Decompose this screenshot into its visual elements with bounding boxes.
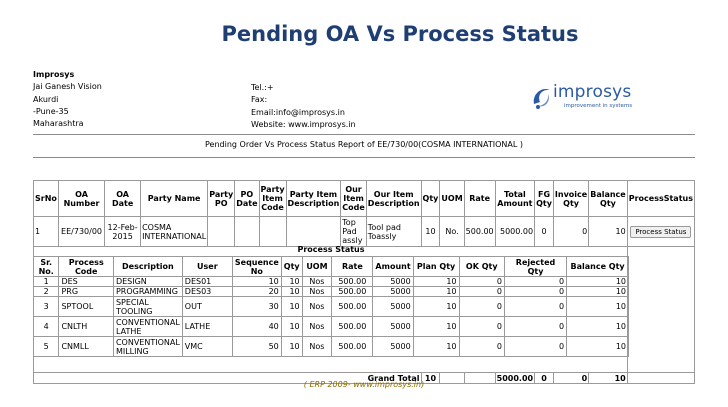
ps-cell: 20 xyxy=(232,287,281,297)
ps-cell: DES01 xyxy=(182,277,232,287)
logo-wordmark: improsys xyxy=(553,82,632,102)
ps-col-header: Rejected Qty xyxy=(504,257,566,277)
col-header: Party Name xyxy=(141,181,208,217)
col-header: Rate xyxy=(464,181,495,217)
divider xyxy=(33,134,695,135)
ps-cell: 5 xyxy=(34,337,59,357)
ps-col-header: Rate xyxy=(332,257,373,277)
col-header: Total Amount xyxy=(495,181,534,217)
grand-total-balance: 10 xyxy=(589,373,628,384)
company-logo xyxy=(530,84,640,114)
ps-cell: 40 xyxy=(232,317,281,337)
ps-cell: 500.00 xyxy=(332,297,373,317)
cell-party-po xyxy=(208,217,235,247)
col-header: Our Item Code xyxy=(341,181,367,217)
process-status-button[interactable]: Process Status xyxy=(630,226,691,238)
ps-cell: 0 xyxy=(459,337,504,357)
grand-total-amount: 5000.00 xyxy=(496,373,534,383)
cell-process-status xyxy=(627,217,694,247)
company-contact xyxy=(251,82,356,131)
ps-cell: 0 xyxy=(504,317,566,337)
ps-cell: CONVENTIONAL MILLING xyxy=(113,337,182,357)
cell-our-item-desc: Tool pad Toassly xyxy=(366,217,421,247)
footer-link[interactable]: ( ERP 2009- www.improsys.in) xyxy=(303,380,425,389)
ps-cell: 5000 xyxy=(373,317,413,337)
ps-col-header: UOM xyxy=(302,257,332,277)
grand-total-qty: 10 xyxy=(421,373,440,384)
col-header: ProcessStatus xyxy=(627,181,694,217)
divider xyxy=(33,157,695,158)
email-line: Email:info@improsys.in xyxy=(251,107,345,117)
ps-cell: 10 xyxy=(413,287,459,297)
address-line: Maharashtra xyxy=(33,119,84,129)
grand-total-invoice: 0 xyxy=(553,373,588,384)
cell-balance-qty: 10 xyxy=(589,217,628,247)
cell-uom: No. xyxy=(440,217,464,247)
ps-cell: 10 xyxy=(281,277,302,287)
table-row xyxy=(34,297,629,317)
ps-cell: 500.00 xyxy=(332,287,373,297)
table-row xyxy=(34,277,629,287)
col-header: OA Number xyxy=(58,181,104,217)
ps-cell: DES03 xyxy=(182,287,232,297)
ps-cell: 10 xyxy=(567,317,629,337)
col-header: Qty xyxy=(421,181,440,217)
ps-cell: DES xyxy=(59,277,114,287)
ps-cell: Nos xyxy=(302,297,332,317)
cell-qty: 10 xyxy=(421,217,440,247)
ps-cell: PROGRAMMING xyxy=(113,287,182,297)
ps-cell: 0 xyxy=(504,337,566,357)
col-header: Our Item Description xyxy=(366,181,421,217)
col-header: FG Qty xyxy=(535,181,554,217)
ps-cell: 10 xyxy=(281,287,302,297)
ps-header-row xyxy=(34,257,629,277)
ps-cell: 0 xyxy=(504,277,566,287)
address-line: -Pune-35 xyxy=(33,106,69,116)
ps-cell: DESIGN xyxy=(113,277,182,287)
ps-col-header: OK Qty xyxy=(459,257,504,277)
ps-cell: Nos xyxy=(302,317,332,337)
ps-cell: CNMLL xyxy=(59,337,114,357)
table-row xyxy=(34,337,629,357)
ps-cell: 10 xyxy=(281,317,302,337)
ps-cell: 4 xyxy=(34,317,59,337)
col-header: Party Item Code xyxy=(259,181,286,217)
ps-col-header: Amount xyxy=(373,257,413,277)
ps-cell: 10 xyxy=(567,337,629,357)
ps-cell: 0 xyxy=(459,287,504,297)
ps-col-header: Qty xyxy=(281,257,302,277)
ps-cell: 5000 xyxy=(373,337,413,357)
ps-col-header: Sequence No xyxy=(232,257,281,277)
process-status-table xyxy=(33,256,629,357)
ps-cell: 3 xyxy=(34,297,59,317)
ps-cell: 10 xyxy=(281,297,302,317)
ps-cell: CONVENTIONAL LATHE xyxy=(113,317,182,337)
table-row xyxy=(34,317,629,337)
ps-cell: 1 xyxy=(34,277,59,287)
ps-col-header: Balance Qty xyxy=(567,257,629,277)
ps-cell: CNLTH xyxy=(59,317,114,337)
cell-party-item-desc xyxy=(286,217,341,247)
ps-cell: 2 xyxy=(34,287,59,297)
cell-our-item-code: Top Pad assly xyxy=(341,217,367,247)
ps-cell: 0 xyxy=(504,287,566,297)
ps-cell: 10 xyxy=(232,277,281,287)
ps-cell: 50 xyxy=(232,337,281,357)
cell-srno: 1 xyxy=(34,217,59,247)
address-line: Akurdi xyxy=(33,94,59,104)
col-header: Invoice Qty xyxy=(553,181,588,217)
ps-cell: 30 xyxy=(232,297,281,317)
ps-cell: SPTOOL xyxy=(59,297,114,317)
cell-total-amount: 5000.00 xyxy=(495,217,534,247)
ps-col-header: User xyxy=(182,257,232,277)
col-header: Party PO xyxy=(208,181,235,217)
cell-po-date xyxy=(235,217,259,247)
company-address xyxy=(33,69,102,130)
ps-cell: VMC xyxy=(182,337,232,357)
col-header: Party Item Description xyxy=(286,181,341,217)
ps-cell: 0 xyxy=(459,317,504,337)
ps-cell: 0 xyxy=(504,297,566,317)
ps-cell: Nos xyxy=(302,287,332,297)
ps-cell: Nos xyxy=(302,337,332,357)
website-line: Website: www.improsys.in xyxy=(251,119,356,129)
cell-fg-qty: 0 xyxy=(535,217,554,247)
ps-cell: 10 xyxy=(567,277,629,287)
col-header: SrNo xyxy=(34,181,59,217)
col-header: Balance Qty xyxy=(589,181,628,217)
grand-total-label: Grand Total xyxy=(34,373,422,384)
ps-cell: 10 xyxy=(281,337,302,357)
cell-invoice-qty: 0 xyxy=(553,217,588,247)
ps-cell: 500.00 xyxy=(332,277,373,287)
page-title: Pending OA Vs Process Status xyxy=(221,22,579,46)
ps-cell: 500.00 xyxy=(332,337,373,357)
table-row xyxy=(34,217,695,247)
cell-oa-number: EE/730/00 xyxy=(58,217,104,247)
ps-cell: PRG xyxy=(59,287,114,297)
company-name: Improsys xyxy=(33,70,75,79)
ps-cell: OUT xyxy=(182,297,232,317)
col-header: PO Date xyxy=(235,181,259,217)
report-heading: Pending Order Vs Process Status Report of EE/730/00(COSMA INTERNATIONAL ) xyxy=(205,140,523,149)
ps-col-header: Plan Qty xyxy=(413,257,459,277)
ps-col-header: Sr. No. xyxy=(34,257,59,277)
address-line: Jai Ganesh Vision xyxy=(33,82,102,92)
ps-cell: 10 xyxy=(413,297,459,317)
ps-cell: 10 xyxy=(567,287,629,297)
col-header: UOM xyxy=(440,181,464,217)
ps-col-header: Description xyxy=(113,257,182,277)
cell-party-item-code xyxy=(259,217,286,247)
ps-cell: 0 xyxy=(459,277,504,287)
ps-col-header: Process Code xyxy=(59,257,114,277)
col-header: OA Date xyxy=(105,181,141,217)
ps-cell: 5000 xyxy=(373,287,413,297)
ps-cell: 5000 xyxy=(373,297,413,317)
ps-cell: LATHE xyxy=(182,317,232,337)
table-header-row xyxy=(34,181,695,217)
logo-tagline: improvement in systems xyxy=(564,103,633,109)
ps-cell: 10 xyxy=(567,297,629,317)
cell-party-name: COSMA INTERNATIONAL xyxy=(141,217,208,247)
ps-cell: SPECIAL TOOLING xyxy=(113,297,182,317)
ps-cell: 5000 xyxy=(373,277,413,287)
ps-cell: 10 xyxy=(413,337,459,357)
ps-cell: 500.00 xyxy=(332,317,373,337)
cell-oa-date: 12-Feb-2015 xyxy=(105,217,141,247)
ps-cell: 0 xyxy=(459,297,504,317)
cell-rate: 500.00 xyxy=(464,217,495,247)
tel-line: Tel.:+ xyxy=(251,83,274,92)
grand-total-fg: 0 xyxy=(535,373,554,384)
process-status-title: Process Status xyxy=(297,245,365,254)
logo-swirl-icon xyxy=(530,84,552,110)
ps-cell: 10 xyxy=(413,277,459,287)
table-row xyxy=(34,287,629,297)
ps-cell: Nos xyxy=(302,277,332,287)
fax-line: Fax: xyxy=(251,95,268,105)
ps-cell: 10 xyxy=(413,317,459,337)
